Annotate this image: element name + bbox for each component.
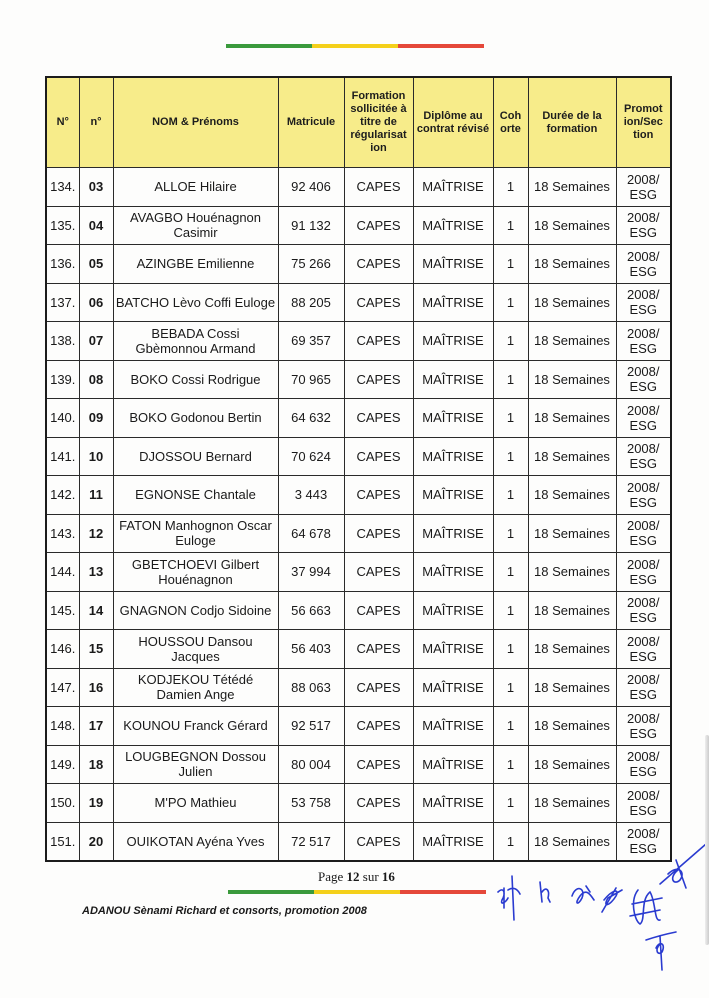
row-promotion xyxy=(616,322,671,361)
row-cohorte: 1 xyxy=(493,399,528,438)
row-promotion xyxy=(616,707,671,746)
row-matricule: 91 132 xyxy=(278,206,344,245)
row-number: 13 xyxy=(79,553,113,592)
row-formation: CAPES xyxy=(344,360,413,399)
row-cohorte: 1 xyxy=(493,553,528,592)
promo-section: ESG xyxy=(629,225,657,241)
row-index: 145. xyxy=(46,591,79,630)
row-promotion xyxy=(616,360,671,399)
row-matricule: 56 663 xyxy=(278,591,344,630)
row-matricule: 70 965 xyxy=(278,360,344,399)
row-index: 141. xyxy=(46,437,79,476)
row-index: 149. xyxy=(46,745,79,784)
row-diplome: MAÎTRISE xyxy=(413,668,493,707)
flag-stripe-top xyxy=(226,44,484,48)
row-duree: 18 Semaines xyxy=(528,707,616,746)
row-formation: CAPES xyxy=(344,206,413,245)
table-row xyxy=(46,745,671,784)
promo-section: ESG xyxy=(629,725,657,741)
row-duree: 18 Semaines xyxy=(528,822,616,861)
row-index: 138. xyxy=(46,322,79,361)
promo-section: ESG xyxy=(629,648,657,664)
row-promotion xyxy=(616,437,671,476)
row-number: 09 xyxy=(79,399,113,438)
col-header-num: n° xyxy=(79,77,113,168)
page-current: 12 xyxy=(346,869,360,884)
row-number: 17 xyxy=(79,707,113,746)
row-index: 147. xyxy=(46,668,79,707)
row-duree: 18 Semaines xyxy=(528,399,616,438)
row-name: LOUGBEGNON Dossou Julien xyxy=(113,745,278,784)
promo-year: 2008/ xyxy=(626,479,660,495)
table-row xyxy=(46,283,671,322)
row-cohorte: 1 xyxy=(493,360,528,399)
row-diplome: MAÎTRISE xyxy=(413,745,493,784)
row-duree: 18 Semaines xyxy=(528,245,616,284)
row-index: 151. xyxy=(46,822,79,861)
row-number: 06 xyxy=(79,283,113,322)
flag-yellow xyxy=(314,890,400,894)
row-formation: CAPES xyxy=(344,668,413,707)
flag-red xyxy=(400,890,486,894)
row-formation: CAPES xyxy=(344,745,413,784)
row-name: HOUSSOU Dansou Jacques xyxy=(113,630,278,669)
row-number: 18 xyxy=(79,745,113,784)
row-matricule: 70 624 xyxy=(278,437,344,476)
table-row xyxy=(46,668,671,707)
row-name: EGNONSE Chantale xyxy=(113,476,278,515)
col-header-formation: Formation sollicitée à titre de régularisat ion xyxy=(344,77,413,168)
row-index: 148. xyxy=(46,707,79,746)
promo-year: 2008/ xyxy=(626,595,660,611)
row-duree: 18 Semaines xyxy=(528,745,616,784)
row-matricule: 88 205 xyxy=(278,283,344,322)
row-duree: 18 Semaines xyxy=(528,784,616,823)
row-number: 03 xyxy=(79,168,113,207)
row-matricule: 3 443 xyxy=(278,476,344,515)
promo-year: 2008/ xyxy=(626,171,660,187)
promo-section: ESG xyxy=(629,379,657,395)
table-row xyxy=(46,206,671,245)
col-header-matricule: Matricule xyxy=(278,77,344,168)
page-sep: sur xyxy=(359,869,382,884)
row-matricule: 64 632 xyxy=(278,399,344,438)
row-diplome: MAÎTRISE xyxy=(413,707,493,746)
row-diplome: MAÎTRISE xyxy=(413,206,493,245)
row-name: AVAGBO Houénagnon Casimir xyxy=(113,206,278,245)
row-cohorte: 1 xyxy=(493,707,528,746)
row-duree: 18 Semaines xyxy=(528,591,616,630)
promo-section: ESG xyxy=(629,802,657,818)
row-formation: CAPES xyxy=(344,322,413,361)
promo-section: ESG xyxy=(629,417,657,433)
row-cohorte: 1 xyxy=(493,514,528,553)
row-duree: 18 Semaines xyxy=(528,476,616,515)
row-cohorte: 1 xyxy=(493,168,528,207)
flag-green xyxy=(228,890,314,894)
row-number: 08 xyxy=(79,360,113,399)
promo-year: 2008/ xyxy=(626,826,660,842)
row-name: BOKO Cossi Rodrigue xyxy=(113,360,278,399)
header-row xyxy=(46,77,671,168)
table-row xyxy=(46,245,671,284)
row-duree: 18 Semaines xyxy=(528,283,616,322)
row-name: DJOSSOU Bernard xyxy=(113,437,278,476)
row-name: KODJEKOU Tétédé Damien Ange xyxy=(113,668,278,707)
row-promotion xyxy=(616,784,671,823)
row-number: 16 xyxy=(79,668,113,707)
promo-year: 2008/ xyxy=(626,749,660,765)
promo-year: 2008/ xyxy=(626,402,660,418)
row-diplome: MAÎTRISE xyxy=(413,514,493,553)
flag-green xyxy=(226,44,312,48)
row-cohorte: 1 xyxy=(493,322,528,361)
row-matricule: 53 758 xyxy=(278,784,344,823)
row-formation: CAPES xyxy=(344,168,413,207)
col-header-promotion: Promot ion/Sec tion xyxy=(616,77,671,168)
row-name: M'PO Mathieu xyxy=(113,784,278,823)
row-diplome: MAÎTRISE xyxy=(413,591,493,630)
row-matricule: 75 266 xyxy=(278,245,344,284)
row-promotion xyxy=(616,514,671,553)
row-matricule: 80 004 xyxy=(278,745,344,784)
row-matricule: 92 406 xyxy=(278,168,344,207)
promo-section: ESG xyxy=(629,263,657,279)
page-number xyxy=(318,869,395,885)
row-matricule: 72 517 xyxy=(278,822,344,861)
row-matricule: 69 357 xyxy=(278,322,344,361)
row-promotion xyxy=(616,668,671,707)
promo-year: 2008/ xyxy=(626,556,660,572)
col-header-n: N° xyxy=(46,77,79,168)
row-diplome: MAÎTRISE xyxy=(413,322,493,361)
table-row xyxy=(46,553,671,592)
page-total: 16 xyxy=(381,869,395,884)
flag-yellow xyxy=(312,44,398,48)
promo-section: ESG xyxy=(629,764,657,780)
row-duree: 18 Semaines xyxy=(528,668,616,707)
promo-section: ESG xyxy=(629,302,657,318)
row-cohorte: 1 xyxy=(493,668,528,707)
row-diplome: MAÎTRISE xyxy=(413,784,493,823)
row-diplome: MAÎTRISE xyxy=(413,437,493,476)
row-formation: CAPES xyxy=(344,784,413,823)
row-name: FATON Manhognon Oscar Euloge xyxy=(113,514,278,553)
row-number: 10 xyxy=(79,437,113,476)
row-formation: CAPES xyxy=(344,707,413,746)
row-promotion xyxy=(616,206,671,245)
row-index: 146. xyxy=(46,630,79,669)
row-name: BOKO Godonou Bertin xyxy=(113,399,278,438)
table-row xyxy=(46,437,671,476)
row-index: 142. xyxy=(46,476,79,515)
promo-section: ESG xyxy=(629,456,657,472)
row-diplome: MAÎTRISE xyxy=(413,399,493,438)
row-number: 19 xyxy=(79,784,113,823)
row-formation: CAPES xyxy=(344,553,413,592)
flag-red xyxy=(398,44,484,48)
promo-section: ESG xyxy=(629,533,657,549)
row-matricule: 37 994 xyxy=(278,553,344,592)
footer-note: ADANOU Sènami Richard et consorts, promotion 2008 xyxy=(82,905,367,917)
row-formation: CAPES xyxy=(344,283,413,322)
row-diplome: MAÎTRISE xyxy=(413,553,493,592)
handwritten-signatures-icon xyxy=(490,840,709,998)
row-formation: CAPES xyxy=(344,630,413,669)
promo-year: 2008/ xyxy=(626,364,660,380)
row-promotion xyxy=(616,553,671,592)
row-duree: 18 Semaines xyxy=(528,322,616,361)
row-promotion xyxy=(616,283,671,322)
row-formation: CAPES xyxy=(344,822,413,861)
row-formation: CAPES xyxy=(344,476,413,515)
row-number: 05 xyxy=(79,245,113,284)
row-matricule: 92 517 xyxy=(278,707,344,746)
table-row xyxy=(46,476,671,515)
row-cohorte: 1 xyxy=(493,245,528,284)
row-cohorte: 1 xyxy=(493,476,528,515)
row-index: 136. xyxy=(46,245,79,284)
promo-section: ESG xyxy=(629,186,657,202)
roster-table xyxy=(45,76,672,862)
row-name: OUIKOTAN Ayéna Yves xyxy=(113,822,278,861)
row-formation: CAPES xyxy=(344,437,413,476)
row-number: 04 xyxy=(79,206,113,245)
promo-year: 2008/ xyxy=(626,210,660,226)
row-formation: CAPES xyxy=(344,245,413,284)
page-prefix: Page xyxy=(318,869,347,884)
promo-section: ESG xyxy=(629,687,657,703)
table-row xyxy=(46,360,671,399)
row-index: 150. xyxy=(46,784,79,823)
row-duree: 18 Semaines xyxy=(528,168,616,207)
table-row xyxy=(46,707,671,746)
promo-section: ESG xyxy=(629,610,657,626)
row-promotion xyxy=(616,476,671,515)
row-name: GNAGNON Codjo Sidoine xyxy=(113,591,278,630)
row-promotion xyxy=(616,745,671,784)
table-row xyxy=(46,399,671,438)
table-row xyxy=(46,591,671,630)
row-formation: CAPES xyxy=(344,514,413,553)
promo-year: 2008/ xyxy=(626,248,660,264)
row-cohorte: 1 xyxy=(493,591,528,630)
row-promotion xyxy=(616,630,671,669)
promo-year: 2008/ xyxy=(626,710,660,726)
col-header-duree: Durée de la formation xyxy=(528,77,616,168)
row-diplome: MAÎTRISE xyxy=(413,822,493,861)
table-row xyxy=(46,322,671,361)
row-name: AZINGBE Emilienne xyxy=(113,245,278,284)
row-cohorte: 1 xyxy=(493,784,528,823)
row-name: ALLOE Hilaire xyxy=(113,168,278,207)
row-cohorte: 1 xyxy=(493,437,528,476)
row-duree: 18 Semaines xyxy=(528,360,616,399)
row-index: 139. xyxy=(46,360,79,399)
row-formation: CAPES xyxy=(344,591,413,630)
row-index: 137. xyxy=(46,283,79,322)
row-number: 14 xyxy=(79,591,113,630)
col-header-name: NOM & Prénoms xyxy=(113,77,278,168)
page-edge xyxy=(705,735,709,945)
row-promotion xyxy=(616,245,671,284)
row-name: GBETCHOEVI Gilbert Houénagnon xyxy=(113,553,278,592)
col-header-diplome: Diplôme au contrat révisé xyxy=(413,77,493,168)
row-number: 11 xyxy=(79,476,113,515)
row-matricule: 64 678 xyxy=(278,514,344,553)
row-matricule: 56 403 xyxy=(278,630,344,669)
row-duree: 18 Semaines xyxy=(528,437,616,476)
row-index: 143. xyxy=(46,514,79,553)
promo-year: 2008/ xyxy=(626,672,660,688)
flag-stripe-bottom xyxy=(228,890,486,894)
table-row xyxy=(46,630,671,669)
promo-year: 2008/ xyxy=(626,325,660,341)
row-cohorte: 1 xyxy=(493,630,528,669)
row-number: 20 xyxy=(79,822,113,861)
row-number: 15 xyxy=(79,630,113,669)
row-diplome: MAÎTRISE xyxy=(413,630,493,669)
row-name: KOUNOU Franck Gérard xyxy=(113,707,278,746)
row-name: BATCHO Lèvo Coffi Euloge xyxy=(113,283,278,322)
row-duree: 18 Semaines xyxy=(528,630,616,669)
row-cohorte: 1 xyxy=(493,822,528,861)
row-cohorte: 1 xyxy=(493,283,528,322)
row-name: BEBADA Cossi Gbèmonnou Armand xyxy=(113,322,278,361)
promo-year: 2008/ xyxy=(626,441,660,457)
table-row xyxy=(46,784,671,823)
col-header-cohorte: Coh orte xyxy=(493,77,528,168)
row-diplome: MAÎTRISE xyxy=(413,283,493,322)
row-duree: 18 Semaines xyxy=(528,206,616,245)
table-row xyxy=(46,168,671,207)
row-index: 134. xyxy=(46,168,79,207)
row-promotion xyxy=(616,591,671,630)
row-index: 135. xyxy=(46,206,79,245)
row-formation: CAPES xyxy=(344,399,413,438)
row-cohorte: 1 xyxy=(493,206,528,245)
promo-year: 2008/ xyxy=(626,287,660,303)
promo-section: ESG xyxy=(629,494,657,510)
row-number: 12 xyxy=(79,514,113,553)
promo-year: 2008/ xyxy=(626,633,660,649)
row-diplome: MAÎTRISE xyxy=(413,245,493,284)
row-index: 140. xyxy=(46,399,79,438)
promo-section: ESG xyxy=(629,340,657,356)
row-duree: 18 Semaines xyxy=(528,514,616,553)
table-row xyxy=(46,514,671,553)
row-promotion xyxy=(616,399,671,438)
promo-section: ESG xyxy=(629,571,657,587)
promo-section: ESG xyxy=(629,841,657,857)
row-cohorte: 1 xyxy=(493,745,528,784)
row-duree: 18 Semaines xyxy=(528,553,616,592)
promo-year: 2008/ xyxy=(626,518,660,534)
promo-year: 2008/ xyxy=(626,787,660,803)
row-matricule: 88 063 xyxy=(278,668,344,707)
row-number: 07 xyxy=(79,322,113,361)
row-diplome: MAÎTRISE xyxy=(413,360,493,399)
row-diplome: MAÎTRISE xyxy=(413,476,493,515)
row-index: 144. xyxy=(46,553,79,592)
row-promotion xyxy=(616,168,671,207)
row-diplome: MAÎTRISE xyxy=(413,168,493,207)
